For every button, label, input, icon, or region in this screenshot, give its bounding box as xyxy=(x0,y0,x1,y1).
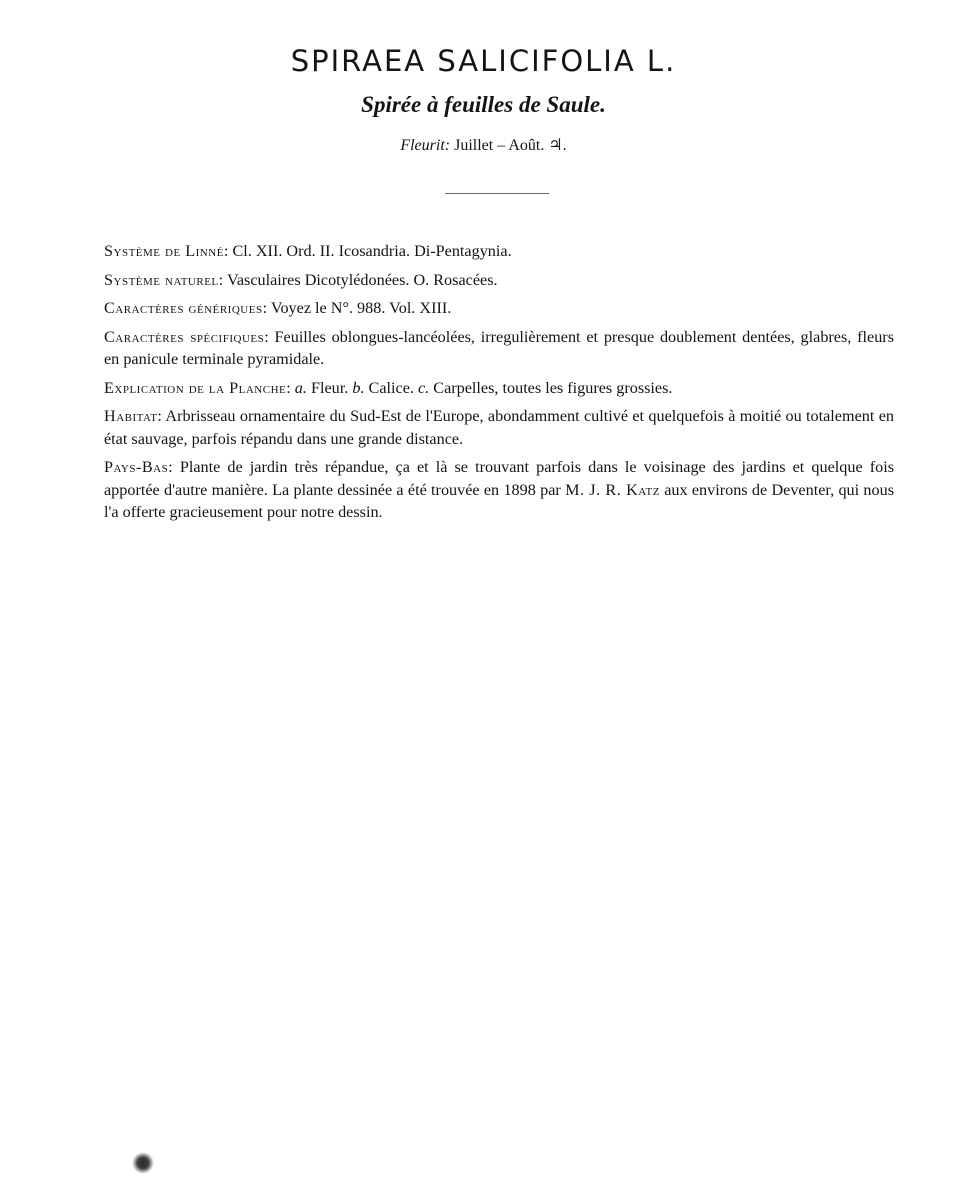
ink-speck xyxy=(132,1152,154,1174)
entry-text: Arbrisseau ornamentaire du Sud-Est de l'Europe, abondamment cultivé et quelquefois à moitié ou totalement en état sauvage, parfois répandu dans une grande distance. xyxy=(104,407,894,448)
flowering-line xyxy=(0,135,967,155)
entry-linnaeus-system xyxy=(104,240,894,263)
entry-label: Habitat xyxy=(104,407,158,425)
figure-letter-b: b. xyxy=(352,378,365,397)
entry-separator: : xyxy=(286,378,295,397)
entry-habitat xyxy=(104,405,894,450)
entry-label: Système naturel xyxy=(104,270,219,289)
entry-netherlands xyxy=(104,456,894,524)
entry-separator: : xyxy=(223,242,233,260)
figure-caption-a: Fleur. xyxy=(306,378,353,397)
description-body xyxy=(104,240,894,530)
entry-label: Caractères spécifiques xyxy=(104,327,265,346)
entry-separator: : xyxy=(264,327,275,346)
entry-generic-characters xyxy=(104,297,894,320)
entry-text: Cl. XII. Ord. II. Icosandria. Di-Pentagynia. xyxy=(232,242,512,260)
entry-separator: : xyxy=(168,458,180,476)
entry-label: Explication de la Planche xyxy=(104,378,287,397)
entry-text-after: aux environs de Deventer, qui nous l'a offerte gracieusement pour notre dessin. xyxy=(104,480,895,521)
entry-label: Système de Linné xyxy=(104,242,224,260)
entry-label: Pays-Bas xyxy=(104,458,169,476)
entry-specific-characters xyxy=(104,326,894,371)
entry-plate-explanation xyxy=(104,377,894,400)
entry-text: Plante de jardin très répandue, ça et là se trouvant parfois dans le voisinage des jardins et quelque fois apportée d'autre manière. La plante dessinée a été trouvée en 1898 par xyxy=(104,458,894,499)
figure-letter-c: c. xyxy=(418,378,430,397)
figure-letter-a: a. xyxy=(294,378,307,397)
entry-text: Voyez le N°. 988. Vol. XIII. xyxy=(270,299,452,317)
entry-separator: : xyxy=(262,299,271,317)
entry-text: Feuilles oblongues-lancéolées, irregulièrement et presque doublement dentées, glabres, fleurs en panicule terminale pyramidale. xyxy=(104,327,894,368)
common-name-subtitle: Spirée à feuilles de Saule. xyxy=(361,92,606,117)
separator-rule xyxy=(445,193,549,194)
entry-separator: : xyxy=(218,270,227,289)
flowering-label: Fleurit: xyxy=(400,137,451,154)
flowering-value: Juillet – Août. ♃. xyxy=(454,137,567,154)
figure-caption-b: Calice. xyxy=(364,378,418,397)
figure-caption-c: Carpelles, toutes les figures grossies. xyxy=(429,378,673,397)
entry-label: Caractères génériques xyxy=(104,299,263,317)
entry-natural-system xyxy=(104,269,894,292)
collector-name: M. J. R. Katz xyxy=(565,480,660,499)
species-title: SPIRAEA SALICIFOLIA L. xyxy=(290,44,677,78)
entry-text: Vasculaires Dicotylédonées. O. Rosacées. xyxy=(226,270,498,289)
entry-separator: : xyxy=(157,407,166,425)
